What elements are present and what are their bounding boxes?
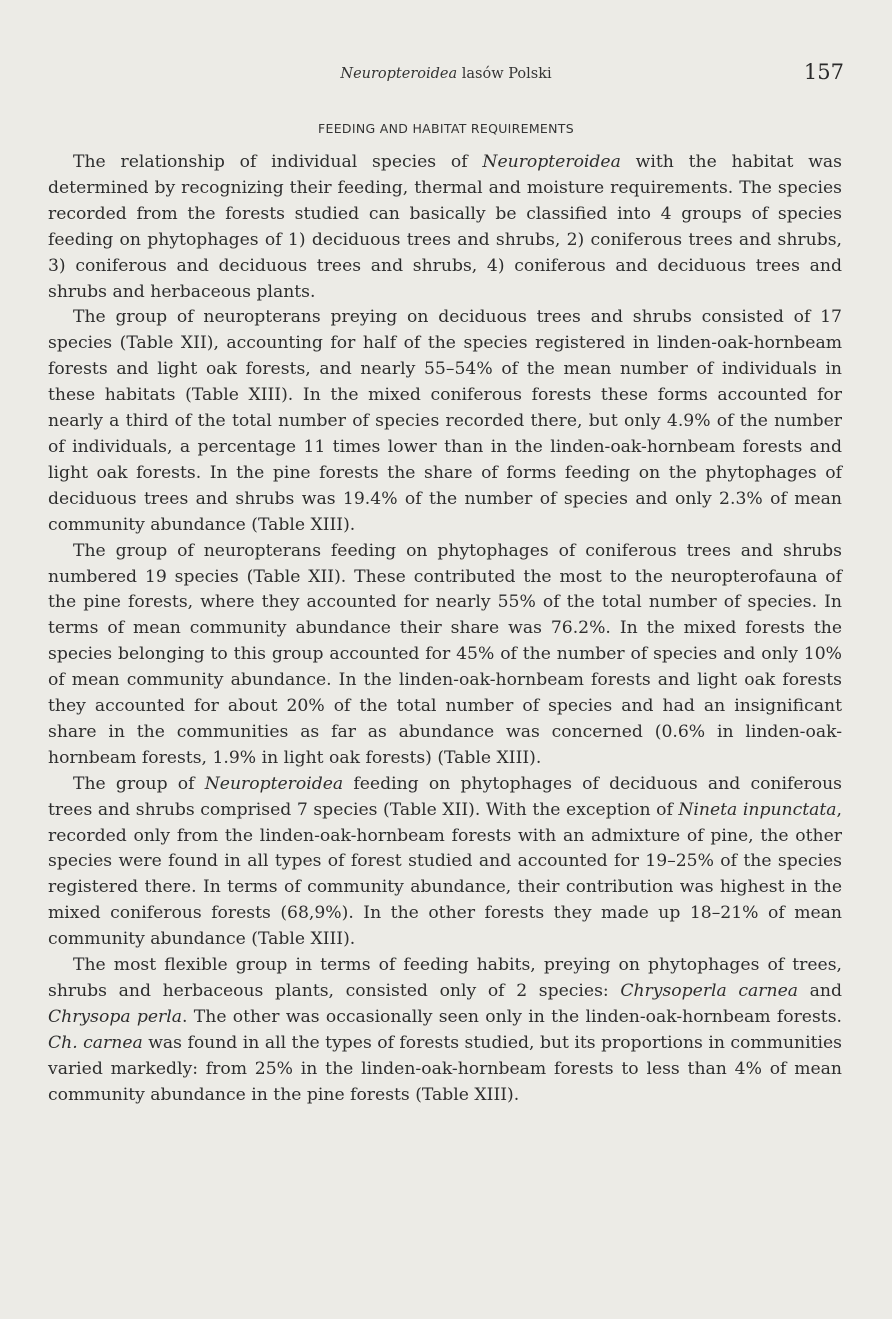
paragraph-text: The group of neuropterans preying on deciduous trees and shrubs consisted of 17 species (Table XII), accounting for half of the species registered in linden-oak-hornbeam forests and light oak forests, and nearly 55–54% of the mean number of individuals in these habitats (Table XIII). In the mixed coniferous forests these forms accounted for nearly a third of the total number of species recorded there, but only 4.9% of the number of individuals, a percentage 11 times lower than in the linden-oak-hornbeam forests and light oak forests. In the pine forests the share of forms feeding on the phytophages of deciduous trees and shrubs was 19.4% of the number of species and only 2.3% of mean community abundance (Table XIII). — [48, 307, 842, 535]
running-head — [48, 60, 844, 88]
paragraph-text: The group of — [73, 773, 205, 794]
journal-title-italic: Neuropteroidea — [340, 66, 458, 82]
paragraph — [48, 305, 842, 538]
italic-taxon-text: Neuropteroidea — [482, 152, 621, 172]
paragraph — [48, 953, 842, 1108]
page-number: 157 — [803, 60, 844, 84]
paragraph — [48, 539, 842, 772]
paragraph-text: with the habitat was determined by recognizing their feeding, thermal and moisture requirements. The species recorded from the forests studied can basically be classified into 4 groups of species feeding on phytophages of 1) deciduous trees and shrubs, 2) coniferous trees and shrubs, 3) coniferous and deciduous trees and shrubs, 4) coniferous and deciduous trees and shrubs and herbaceous plants. — [48, 152, 842, 302]
italic-taxon-text: Chrysopa perla — [48, 1006, 183, 1027]
journal-title — [48, 66, 844, 82]
paragraph-text: was found in all the types of forests studied, but its proportions in communities varied markedly: from 25% in the linden-oak-hornbeam forests to less than 4% of mean community abundance in the pine forests (Table XIII). — [48, 1032, 842, 1105]
paragraph-text: The group of neuropterans feeding on phytophages of coniferous trees and shrubs numbered 19 species (Table XII). These contributed the most to the neuropterofauna of the pine forests, where they accounted for nearly 55% of the total number of species. In terms of mean community abundance their share was 76.2%. In the mixed forests the species belonging to this group accounted for 45% of the number of species and only 10% of mean community abundance. In the linden-oak-hornbeam forests and light oak forests they accounted for about 20% of the total number of species and had an insignificant share in the communities as far as abundance was concerned (0.6% in linden-oak-hornbeam forests, 1.9% in light oak forests) (Table XIII). — [48, 540, 842, 768]
italic-taxon-text: Chrysoperla carnea — [620, 981, 799, 1001]
paragraph-text: , recorded only from the linden-oak-hornbeam forests with an admixture of pine, the other species were found in all types of forest studied and accounted for 19–25% of the species registered there. In terms of community abundance, their contribution was highest in the mixed coniferous forests (68,9%). In the other forests they made up 18–21% of mean community abundance (Table XIII). — [48, 799, 842, 950]
journal-title-rest: lasów Polski — [457, 66, 552, 82]
section-heading: FEEDING AND HABITAT REQUIREMENTS — [318, 121, 574, 136]
paragraph-text: The relationship of individual species of — [73, 152, 483, 172]
paragraph-text: The most flexible group in terms of feeding habits, preying on phytophages of trees, shrubs and herbaceous plants, consisted only of 2 species: — [48, 955, 842, 1001]
italic-taxon-text: Nineta inpunctata — [678, 799, 837, 820]
paragraph — [48, 150, 842, 305]
italic-taxon-text: Ch. carnea — [48, 1032, 143, 1053]
italic-taxon-text: Neuropteroidea — [204, 773, 344, 794]
body-text — [48, 150, 842, 1109]
paragraph-text: feeding on phytophages of deciduous and coniferous trees and shrubs comprised 7 species (Table XII). With the exception of — [48, 773, 842, 820]
paragraph-text: . The other was occasionally seen only in the linden-oak-hornbeam forests. — [182, 1006, 842, 1027]
paragraph — [48, 772, 842, 953]
paragraph-text: and — [798, 981, 842, 1001]
